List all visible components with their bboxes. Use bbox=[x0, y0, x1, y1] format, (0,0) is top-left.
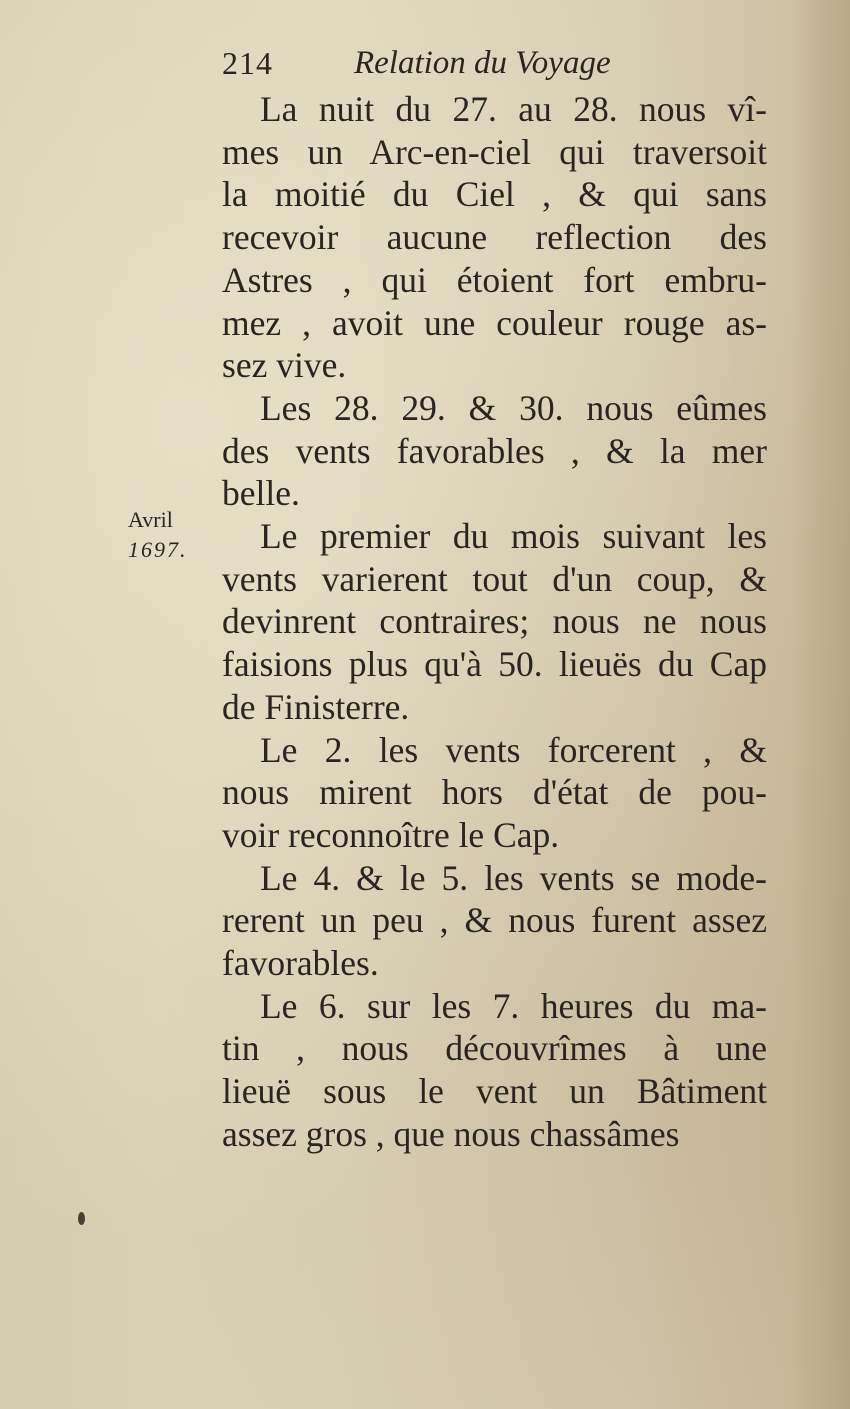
text-line: de Finisterre. bbox=[222, 686, 410, 727]
text-line: belle. bbox=[222, 473, 300, 514]
text-line: Astres , qui étoient fort embru- bbox=[222, 259, 767, 300]
text-line: la moitié du Ciel , & qui sans bbox=[222, 174, 767, 215]
text-line: assez gros , que nous chassâmes bbox=[222, 1113, 680, 1154]
text-line: lieuë sous le vent un Bâtiment bbox=[222, 1071, 767, 1112]
text-line: mes un Arc-en-ciel qui traversoit bbox=[222, 131, 767, 172]
paragraph bbox=[222, 729, 767, 857]
text-line: mez , avoit une couleur rouge as- bbox=[222, 302, 767, 343]
text-line: sez vive. bbox=[222, 345, 347, 386]
margin-note-year: 1697. bbox=[128, 537, 188, 562]
text-line: tin , nous découvrîmes à une bbox=[222, 1028, 767, 1069]
text-line: recevoir aucune reflection des bbox=[222, 217, 767, 258]
text-line: Les 28. 29. & 30. nous eûmes bbox=[260, 387, 767, 428]
paragraph bbox=[222, 387, 767, 515]
text-line: Le 6. sur les 7. heures du ma- bbox=[260, 985, 767, 1026]
margin-note-month: Avril bbox=[128, 507, 173, 532]
text-line: voir reconnoître le Cap. bbox=[222, 814, 560, 855]
page-header bbox=[222, 45, 762, 93]
text-line: vents varierent tout d'un coup, & bbox=[222, 558, 767, 599]
running-head: Relation du Voyage bbox=[354, 45, 611, 81]
body-text bbox=[222, 88, 767, 1156]
margin-note bbox=[128, 505, 218, 565]
paragraph bbox=[222, 985, 767, 1156]
text-line: des vents favorables , & la mer bbox=[222, 430, 767, 471]
ink-speck bbox=[78, 1212, 85, 1225]
text-line: devinrent contraires; nous ne nous bbox=[222, 601, 767, 642]
page-edge-shadow bbox=[790, 0, 850, 1409]
paragraph bbox=[222, 857, 767, 985]
paragraph bbox=[222, 515, 767, 729]
text-line: rerent un peu , & nous furent assez bbox=[222, 900, 767, 941]
text-line: La nuit du 27. au 28. nous vî- bbox=[260, 89, 767, 129]
text-line: Le 2. les vents forcerent , & bbox=[260, 729, 767, 770]
paragraph bbox=[222, 88, 767, 387]
text-line: Le 4. & le 5. les vents se mode- bbox=[260, 857, 767, 898]
text-line: faisions plus qu'à 50. lieuës du Cap bbox=[222, 644, 767, 685]
text-line: Le premier du mois suivant les bbox=[260, 516, 767, 557]
text-line: nous mirent hors d'état de pou- bbox=[222, 772, 767, 813]
page-number: 214 bbox=[222, 45, 273, 81]
text-line: favorables. bbox=[222, 943, 379, 984]
